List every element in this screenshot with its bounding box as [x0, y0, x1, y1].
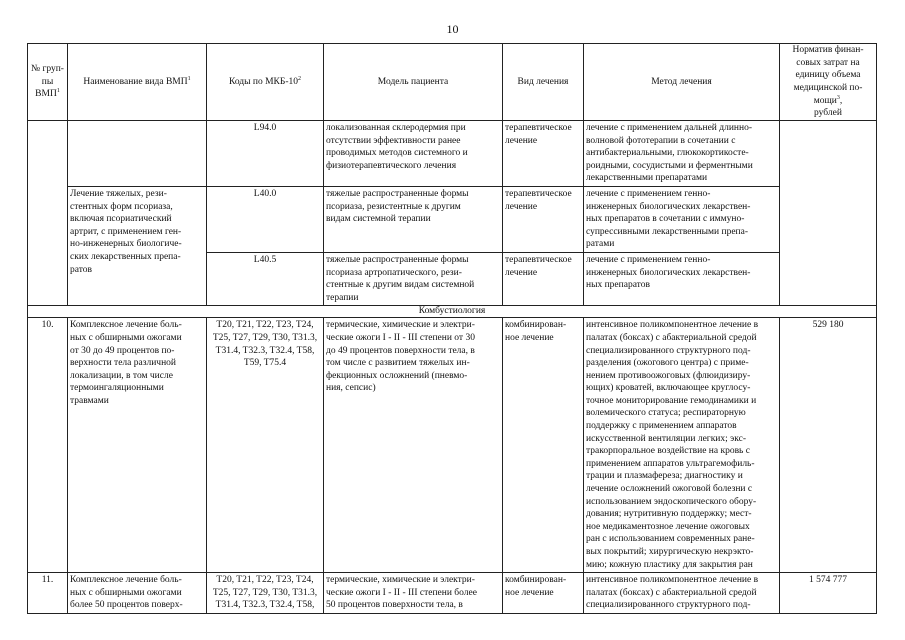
cell-vmp-name — [68, 121, 207, 187]
page-number: 10 — [446, 22, 459, 36]
cell-treatment-type: терапевтическое лечение — [503, 252, 584, 305]
cell-treatment-type: комбинирован- ное лечение — [503, 318, 584, 573]
cell-treatment-type: терапевтическое лечение — [503, 186, 584, 252]
header-vmp-name: Наименование вида ВМП$^1$ — [68, 44, 207, 121]
table-header-row — [28, 44, 877, 121]
table-row — [28, 121, 877, 187]
cell-cost: 529 180 — [780, 318, 877, 573]
cell-group-no — [28, 121, 68, 306]
cell-vmp-name: Комплексное лечение боль- ных с обширными ожогами от 30 до 49 процентов по- верхности тела различной локализации, в том числе термоингаляционными травмами — [68, 318, 207, 573]
cell-icd-codes: T20, T21, T22, T23, T24, T25, T27, T29, T30, T31.3, T31.4, T32.3, T32.4, T58, — [207, 573, 324, 614]
header-icd-codes: Коды по МКБ-$10^2$ — [207, 44, 324, 121]
cell-icd-code: L40.5 — [207, 252, 324, 305]
cell-cost: 1 574 777 — [780, 573, 877, 614]
cell-patient-model: локализованная склеродермия при отсутствии эффективности ранее проводимых методов системного и физиотерапевтического лечения — [324, 121, 503, 187]
header-treatment-method: Метод лечения — [584, 44, 780, 121]
header-cost-standard: Норматив финан- совых затрат на единицу объема медицинской по- мощи$^3$, рублей — [780, 44, 877, 121]
cell-cost — [780, 121, 877, 306]
vmp-table — [27, 43, 877, 614]
header-group-no: № груп- пы ВМП$^1$ — [28, 44, 68, 121]
cell-treatment-type: комбинирован- ное лечение — [503, 573, 584, 614]
cell-vmp-name: Лечение тяжелых, рези- стентных форм псориаза, включая псориатический артрит, с применением ген- но-инженерных биологиче- ских лекарственных препа- ратов — [68, 186, 207, 305]
cell-treatment-method: интенсивное поликомпонентное лечение в палатах (боксах) с абактериальной средой специализированного структурного под- — [584, 573, 780, 614]
cell-vmp-name: Комплексное лечение боль- ных с обширными ожогами более 50 процентов поверх- — [68, 573, 207, 614]
cell-icd-codes: T20, T21, T22, T23, T24, T25, T27, T29, T30, T31.3, T31.4, T32.3, T32.4, T58, T59, T75.4 — [207, 318, 324, 573]
cell-icd-code: L94.0 — [207, 121, 324, 187]
section-title: Комбустиология — [28, 306, 877, 318]
cell-treatment-method: интенсивное поликомпонентное лечение в палатах (боксах) с абактериальной средой специализированного структурного под- разделения (ожогового центра) с приме- нением противоожоговых (флюидизиру- ющих) кроватей, включающее круглосу- точное мониторирование гемодинамики и волемического статуса; респираторную поддержку с применением аппаратов искусственной вентиляции легких; экс- тракорпоральное воздействие на кровь с применением аппаратов ультрагемофиль- трации и плазмафереза; диагностику и лечение осложнений ожоговой болезни с использованием эндоскопического обору- дования; нутритивную поддержку; мест- ное медикаментозное лечение ожоговых ран с использованием современных ране- вых покрытий; хирургическую некрэкто- мию; кожную пластику для закрытия ран — [584, 318, 780, 573]
cell-group-no: 10. — [28, 318, 68, 573]
cell-treatment-type: терапевтическое лечение — [503, 121, 584, 187]
cell-icd-code: L40.0 — [207, 186, 324, 252]
section-row — [28, 306, 877, 318]
cell-patient-model: тяжелые распространенные формы псориаза артропатического, рези- стентные к другим видам системной терапии — [324, 252, 503, 305]
header-treatment-type: Вид лечения — [503, 44, 584, 121]
cell-patient-model: термические, химические и электри- ческие ожоги I - II - III степени от 30 до 49 процентов поверхности тела, в том числе с развитием тяжелых ин- фекционных осложнений (пневмо- ния, сепсис) — [324, 318, 503, 573]
cell-patient-model: термические, химические и электри- ческие ожоги I - II - III степени более 50 процентов поверхности тела, в — [324, 573, 503, 614]
cell-group-no: 11. — [28, 573, 68, 614]
cell-treatment-method: лечение с применением дальней длинно- волновой фототерапии в сочетании с антибактериальными, глюкокортикосте- роидными, сосудистыми и ферментными лекарственными препаратами — [584, 121, 780, 187]
header-patient-model: Модель пациента — [324, 44, 503, 121]
cell-treatment-method: лечение с применением генно- инженерных биологических лекарствен- ных препаратов в сочетании с иммуно- супрессивными лекарственными препа- ратами — [584, 186, 780, 252]
cell-treatment-method: лечение с применением генно- инженерных биологических лекарствен- ных препаратов — [584, 252, 780, 305]
table-row — [28, 318, 877, 573]
table-row — [28, 186, 877, 252]
table-row — [28, 573, 877, 614]
cell-patient-model: тяжелые распространенные формы псориаза, резистентные к другим видам системной терапии — [324, 186, 503, 252]
